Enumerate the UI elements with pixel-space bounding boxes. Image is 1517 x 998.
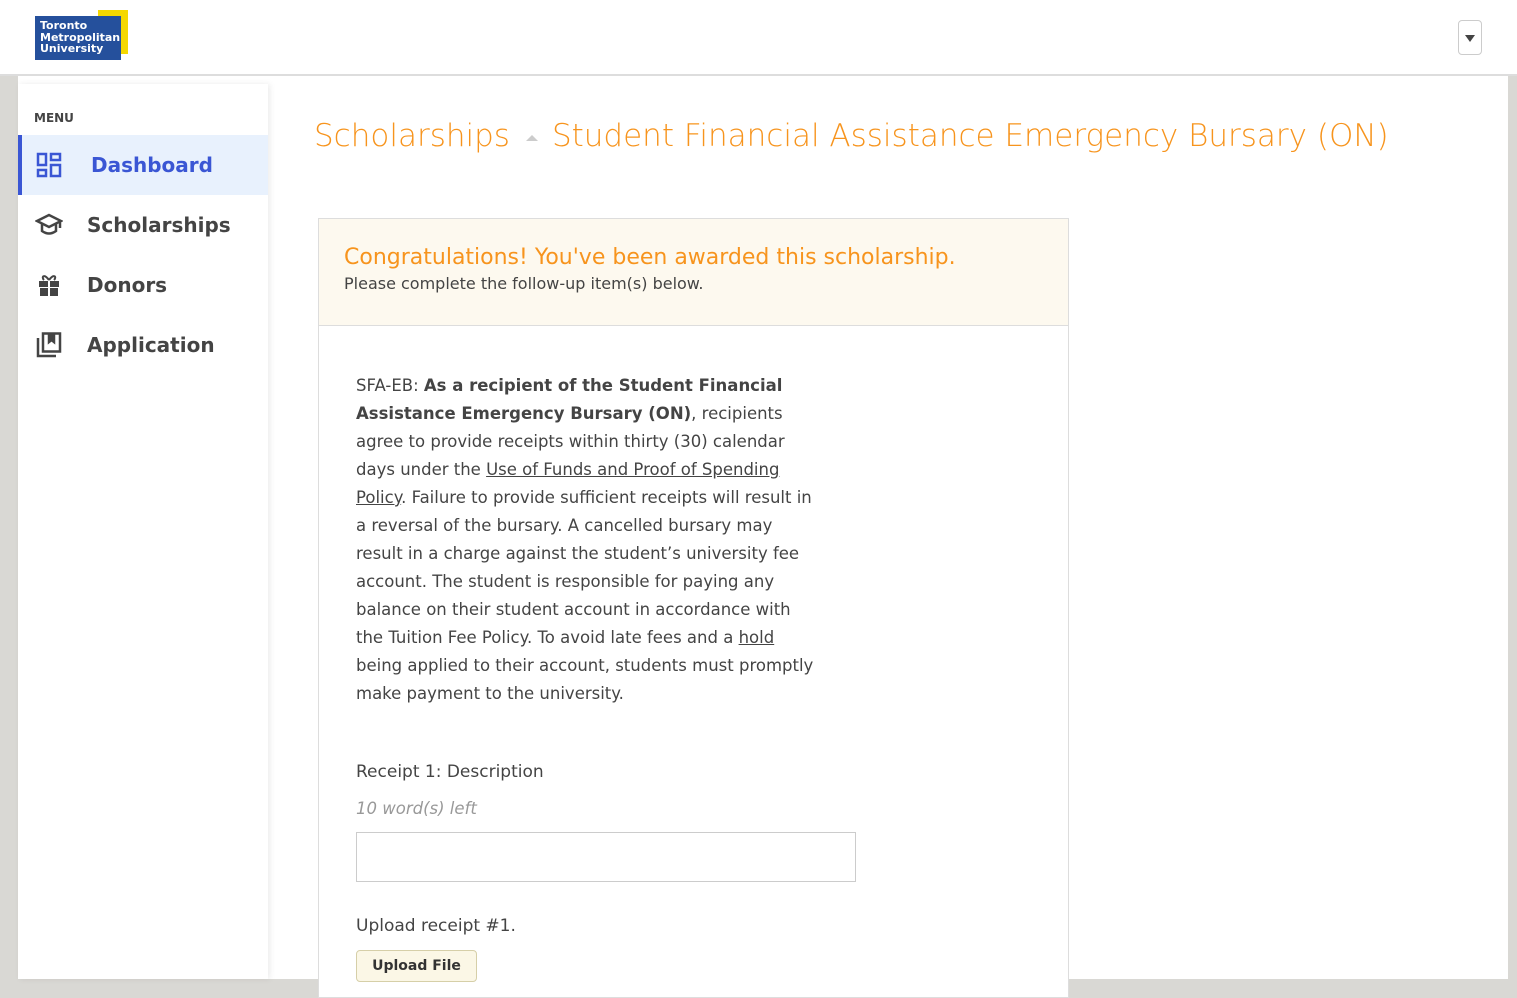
breadcrumb-current: Student Financial Assistance Emergency Bursary (ON) bbox=[551, 118, 1389, 154]
use-of-funds-policy-link[interactable]: Use of Funds and Proof of Spending Policy bbox=[356, 460, 780, 507]
tmu-logo[interactable] bbox=[35, 10, 128, 60]
notice-title: Congratulations! You've been awarded this scholarship. bbox=[344, 245, 956, 270]
policy-prefix: SFA-EB: bbox=[356, 376, 424, 395]
award-card bbox=[318, 218, 1069, 998]
sidebar bbox=[18, 84, 268, 979]
upload-receipt-label: Upload receipt #1. bbox=[356, 916, 516, 936]
sidebar-item-label: Scholarships bbox=[87, 213, 231, 237]
receipt-description-input[interactable] bbox=[356, 832, 856, 882]
dashboard-icon bbox=[35, 151, 63, 179]
breadcrumb-scholarships[interactable]: Scholarships bbox=[314, 118, 510, 154]
logo-line: Metropolitan bbox=[40, 30, 121, 44]
sidebar-item-label: Application bbox=[87, 333, 215, 357]
menu-label: MENU bbox=[34, 111, 74, 125]
breadcrumb-separator-icon bbox=[526, 135, 538, 141]
sidebar-item-scholarships[interactable] bbox=[18, 195, 268, 255]
policy-text-1: , recipients agree to provide receipts within thirty (30) calendar days under the bbox=[356, 404, 785, 479]
top-header bbox=[0, 0, 1517, 76]
sidebar-item-donors[interactable] bbox=[18, 255, 268, 315]
upload-file-button[interactable]: Upload File bbox=[356, 950, 477, 982]
gift-icon bbox=[35, 271, 63, 299]
sidebar-item-dashboard[interactable] bbox=[18, 135, 268, 195]
award-notice bbox=[319, 219, 1068, 326]
sidebar-item-label: Dashboard bbox=[91, 153, 213, 177]
receipt-description-label: Receipt 1: Description bbox=[356, 762, 544, 782]
logo-line: University bbox=[40, 42, 104, 55]
hold-link[interactable]: hold bbox=[738, 628, 775, 647]
book-icon bbox=[35, 331, 63, 359]
sidebar-item-label: Donors bbox=[87, 273, 168, 297]
words-left-hint: 10 word(s) left bbox=[356, 799, 477, 818]
sidebar-item-application[interactable] bbox=[18, 315, 268, 375]
policy-bold: As a recipient of the Student Financial Assistance Emergency Bursary (ON) bbox=[356, 376, 783, 423]
caret-down-icon bbox=[1465, 35, 1475, 42]
policy-text bbox=[356, 372, 822, 708]
notice-subtitle: Please complete the follow-up item(s) below. bbox=[344, 274, 704, 293]
graduation-cap-icon bbox=[35, 211, 63, 239]
main-area bbox=[18, 76, 1508, 979]
user-dropdown-button[interactable] bbox=[1458, 20, 1482, 55]
policy-text-3: being applied to their account, students must promptly make payment to the university. bbox=[356, 656, 814, 703]
logo-line: Toronto bbox=[40, 19, 88, 32]
breadcrumb bbox=[314, 118, 1389, 154]
policy-text-2: . Failure to provide sufficient receipts will result in a reversal of the bursary. A cancelled bursary may result in a charge against the student’s university fee account. The student is responsible for paying any balance on their student account in accordance with the Tuition Fee Policy. To avoid late fees and a bbox=[356, 488, 812, 647]
